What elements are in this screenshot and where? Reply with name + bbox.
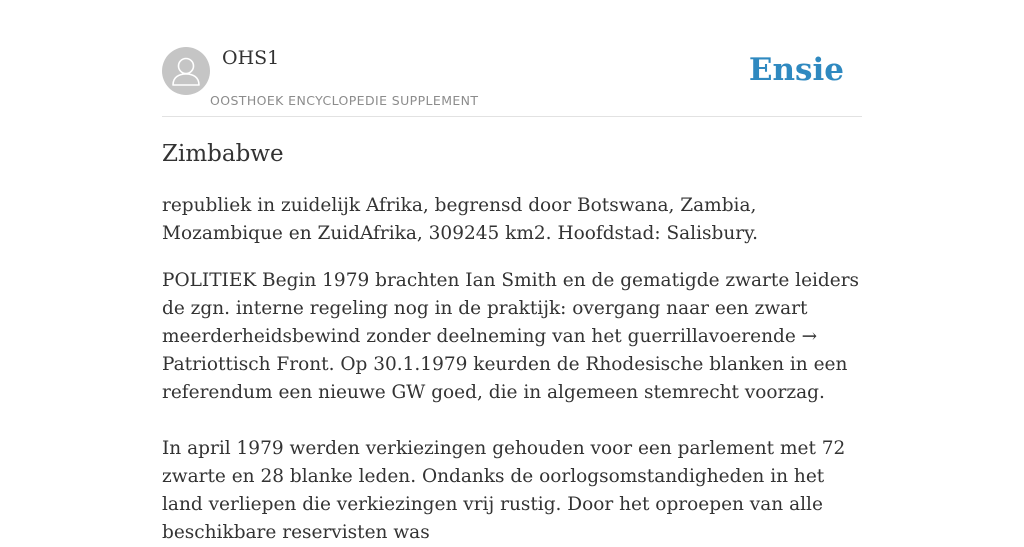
article-title: Zimbabwe	[162, 141, 284, 167]
article-paragraph: POLITIEK Begin 1979 brachten Ian Smith en de gematigde zwarte leiders de zgn. interne regeling nog in de praktijk: overgang naar een zwart meerderheidsbewind zonder deelneming van het guerrillavoerende → Patriottisch Front. Op 30.1.1979 keurden de Rhodesische blanken in een referendum een nieuwe GW goed, die in algemeen stemrecht voorzag. In april 1979 werden verkiezingen gehouden voor een parlement met 72 zwarte en 28 blanke leden. Ondanks de oorlogsomstandigheden in het land verliepen die verkiezingen vrij rustig. Door het oproepen van alle beschikbare reservisten was	[162, 270, 860, 543]
brand-logo[interactable]: Ensie	[748, 52, 844, 88]
author-name[interactable]: OHS1	[222, 47, 280, 69]
publication-name[interactable]: OOSTHOEK ENCYCLOPEDIE SUPPLEMENT	[210, 93, 479, 108]
user-avatar-icon[interactable]	[162, 47, 210, 95]
article-body	[162, 137, 864, 547]
document-header	[162, 0, 862, 117]
article-paragraph: republiek in zuidelijk Afrika, begrensd door Botswana, Zambia, Mozambique en ZuidAfrika, 309245 km2. Hoofdstad: Salisbury.	[162, 195, 758, 244]
